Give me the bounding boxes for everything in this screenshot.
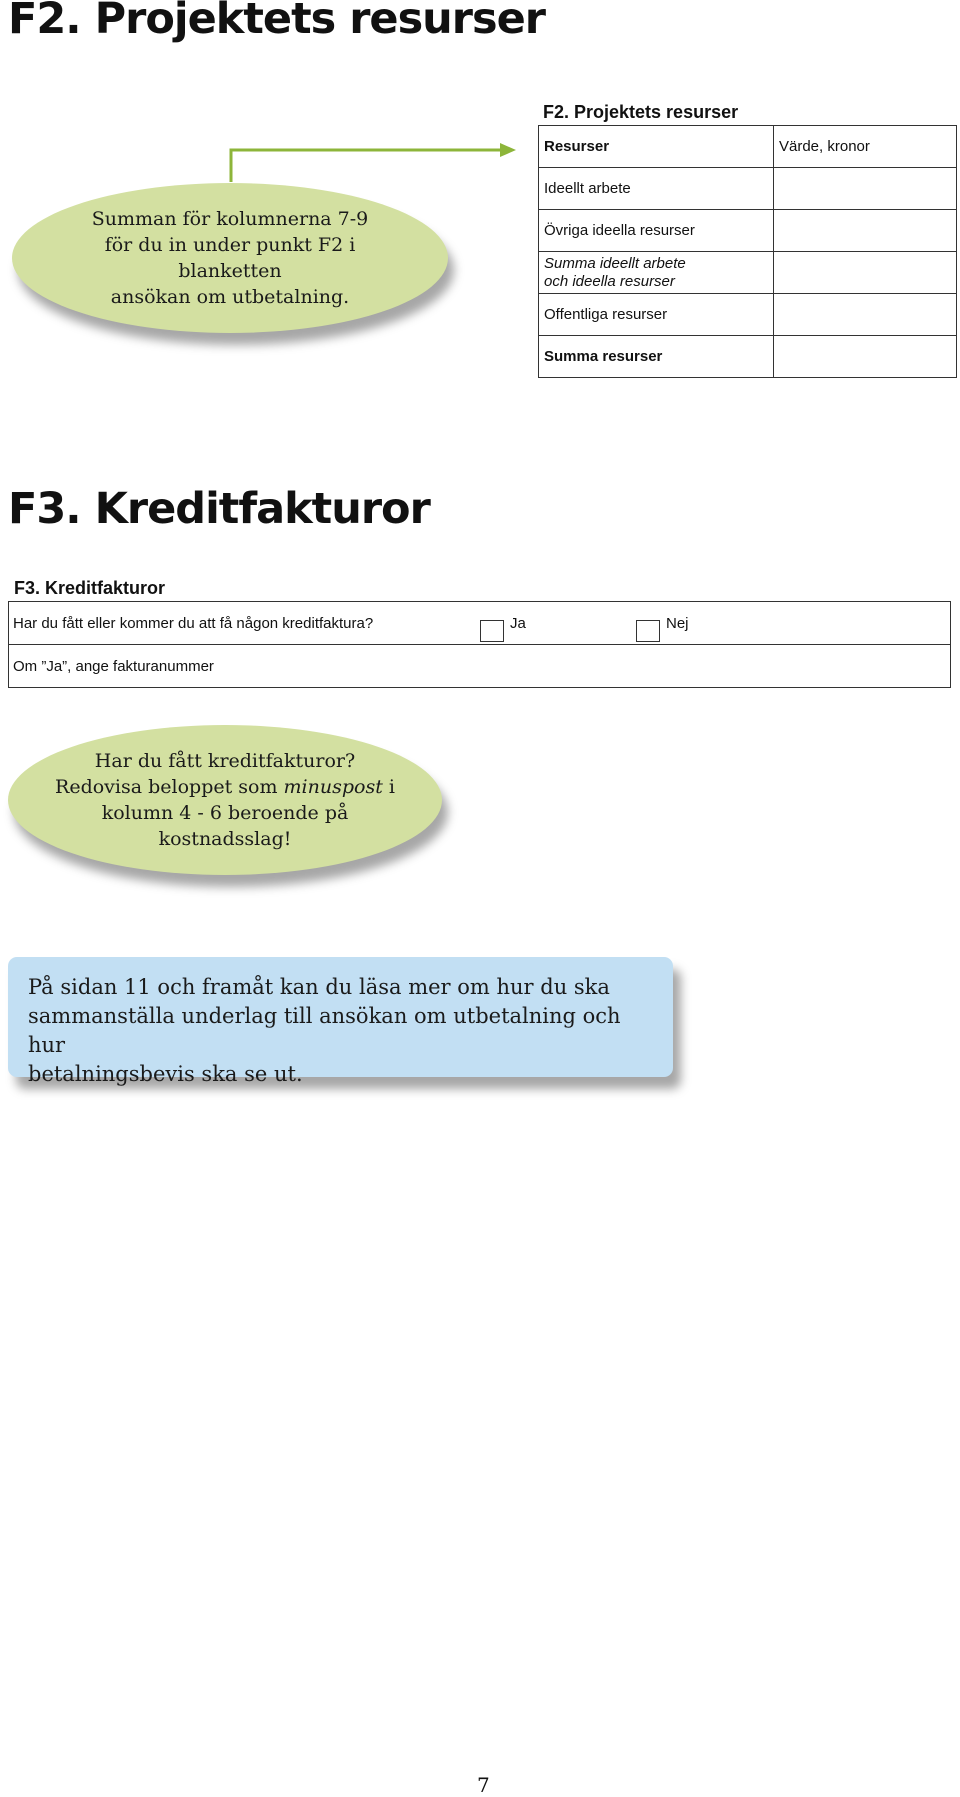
info-box [8,957,673,1086]
callout-f3-line2 [55,774,395,800]
table-row [539,336,957,378]
row-label-volunteer-sum-line1: Summa ideellt arbete [544,254,686,272]
row-label-volunteer-sum-line2: och ideella resurser [544,272,675,290]
credit-question-label: Har du fått eller kommer du att få någon kreditfaktura? [13,615,374,632]
table-row [539,168,957,210]
info-box-line3: betalningsbevis ska se ut. [28,1062,303,1086]
table-row [539,126,957,168]
checkbox-no[interactable] [636,620,660,642]
row-label-volunteer-sum [539,252,774,294]
value-cell-volunteer-work[interactable] [774,168,957,210]
header-resources: Resurser [539,126,774,168]
callout-f3-line4: kostnadsslag! [158,828,292,850]
form-heading-f3: F3. Kreditfakturor [14,578,166,598]
invoice-number-label: Om ”Ja”, ange fakturanummer [13,658,214,675]
credit-question-row [9,602,950,644]
callout-f2-line1: Summan för kolumnerna 7-9 [91,208,369,230]
value-cell-public-resources[interactable] [774,294,957,336]
resources-table [538,125,957,378]
callout-f3-line2-after: i [382,776,395,798]
page-number: 7 [477,1773,490,1797]
section-title-f3: F3. Kreditfakturor [8,484,430,534]
callout-f2-summary [12,183,448,333]
row-label-public-resources: Offentliga resurser [539,294,774,336]
checkbox-yes[interactable] [480,620,504,642]
callout-f3-line3: kolumn 4 - 6 beroende på [101,802,349,824]
option-yes-label: Ja [510,615,526,632]
row-label-total-resources: Summa resurser [539,336,774,378]
header-value: Värde, kronor [774,126,957,168]
callout-f3-line2-before: Redovisa beloppet som [55,776,284,798]
callout-f3-line1: Har du fått kreditfakturor? [94,750,356,772]
option-no-label: Nej [666,615,689,632]
row-label-volunteer-work: Ideellt arbete [539,168,774,210]
callout-f2-line3: ansökan om utbetalning. [110,286,350,308]
table-row [539,294,957,336]
connector-arrow [220,138,520,188]
value-cell-volunteer-sum[interactable] [774,252,957,294]
section-title-f2: F2. Projektets resurser [8,0,545,44]
value-cell-other-volunteer[interactable] [774,210,957,252]
callout-f2-line2: för du in under punkt F2 i blanketten [104,234,356,282]
info-box-line1: På sidan 11 och framåt kan du läsa mer om hur du ska [28,975,610,999]
row-label-other-volunteer: Övriga ideella resurser [539,210,774,252]
callout-f3-line2-italic: minuspost [283,776,383,798]
credit-invoice-form [8,601,951,688]
invoice-number-row[interactable] [9,644,950,687]
table-row [539,210,957,252]
table-row [539,252,957,294]
form-heading-f2: F2. Projektets resurser [543,102,739,122]
value-cell-total-resources[interactable] [774,336,957,378]
info-box-line2: sammanställa underlag till ansökan om utbetalning och hur [28,1004,621,1057]
callout-f3-credit [8,725,442,875]
